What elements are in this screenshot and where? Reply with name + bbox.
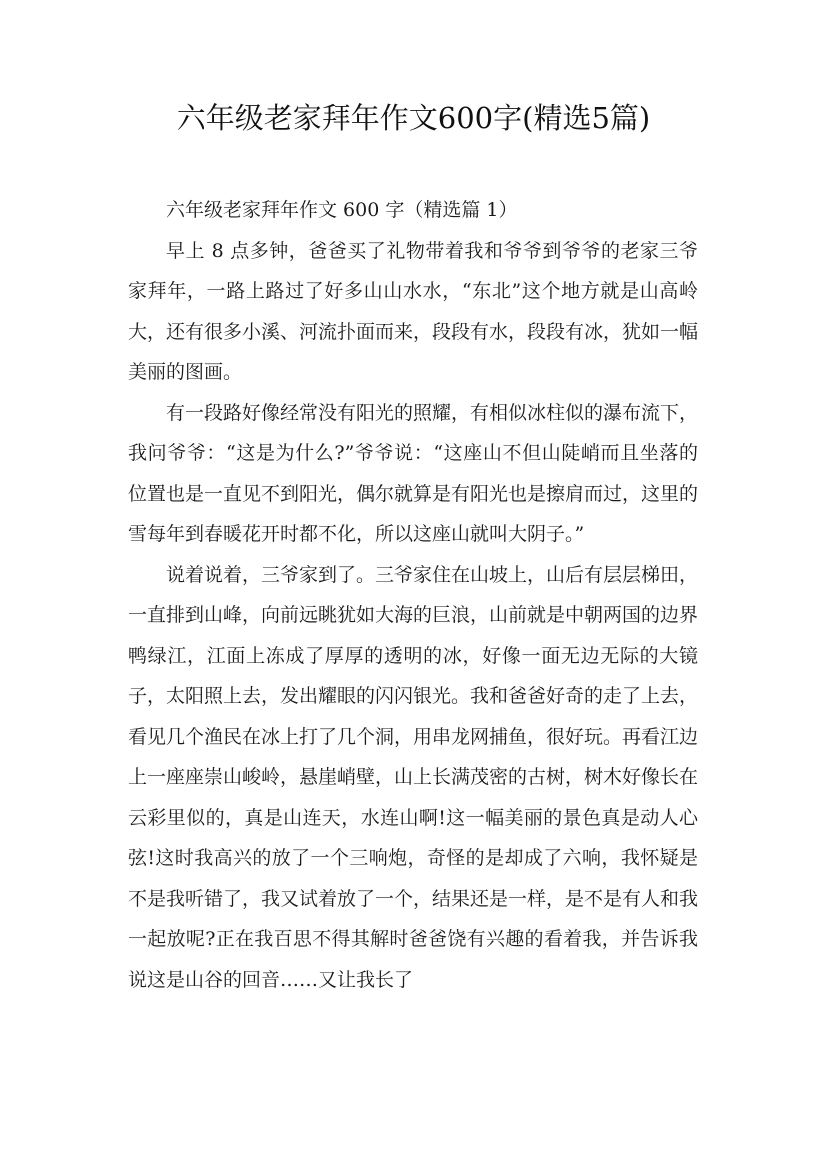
document-body: [128, 190, 698, 1000]
document-title: 六年级老家拜年作文600字(精选5篇): [176, 101, 651, 135]
paragraph: 有一段路好像经常没有阳光的照耀，有相似冰柱似的瀑布流下，我问爷爷：“这是为什么?”爷爷说：“这座山不但山陡峭而且坐落的位置也是一直见不到阳光，偶尔就算是有阳光也是擦肩而过，这里的雪每年到春暖花开时都不化，所以这座山就叫大阴子。”: [128, 401, 699, 545]
paragraph: 说着说着，三爷家到了。三爷家住在山坡上，山后有层层梯田，一直排到山峰，向前远眺犹如大海的巨浪，山前就是中朝两国的边界鸭绿江，江面上冻成了厚厚的透明的冰，好像一面无边无际的大镜子，太阳照上去，发出耀眼的闪闪银光。我和爸爸好奇的走了上去，看见几个渔民在冰上打了几个洞，用串龙网捕鱼，很好玩。再看江边上一座座崇山峻岭，悬崖峭壁，山上长满茂密的古树，树木好像长在云彩里似的，真是山连天，水连山啊!这一幅美丽的景色真是动人心弦!这时我高兴的放了一个三响炮，奇怪的是却成了六响，我怀疑是不是我听错了，我又试着放了一个，结果还是一样，是不是有人和我一起放呢?正在我百思不得其解时爸爸饶有兴趣的看着我，并告诉我说这是山谷的回音……又让我长了: [128, 563, 699, 991]
section-heading: 六年级老家拜年作文 600 字（精选篇 1）: [166, 199, 518, 221]
paragraph: 早上 8 点多钟，爸爸买了礼物带着我和爷爷到爷爷的老家三爷家拜年，一路上路过了好多山山水水，“东北”这个地方就是山高岭大，还有很多小溪、河流扑面而来，段段有水，段段有冰，犹如一幅美丽的图画。: [128, 239, 699, 383]
